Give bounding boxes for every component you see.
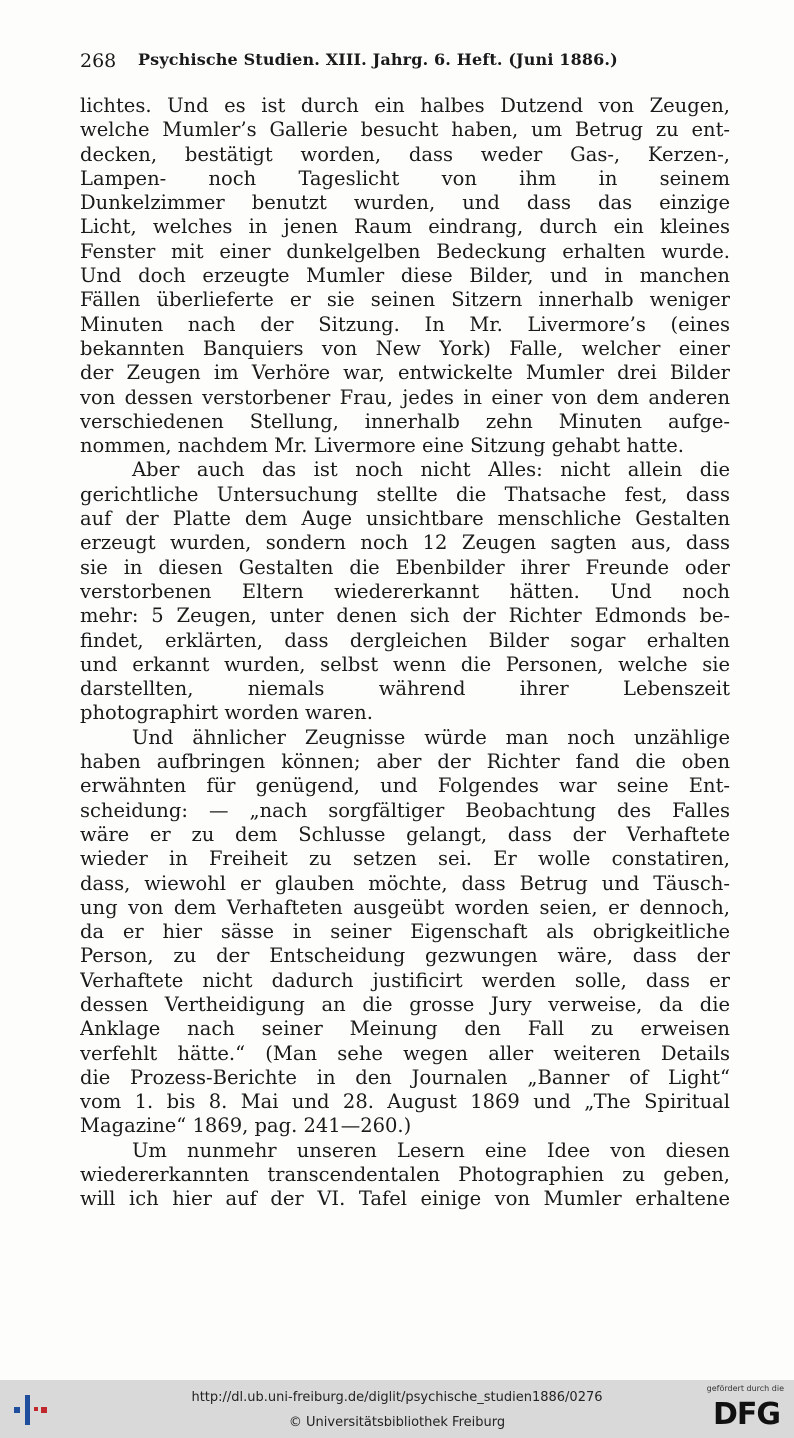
text-line: auf der Platte dem Auge unsichtbare menschliche Gestalten [80,507,730,531]
text-line: wieder in Freiheit zu setzen sei. Er wolle constatiren, [80,847,730,871]
text-line: Dunkelzimmer benutzt wurden, und dass das einzige [80,191,730,215]
dfg-logo [688,1384,784,1436]
text-line: ung von dem Verhafteten ausgeübt worden seien, er dennoch, [80,895,730,919]
text-line: scheidung: — „nach sorgfältiger Beobachtung des Falles [80,798,730,822]
text-line: decken, bestätigt worden, dass weder Gas-, Kerzen-, [80,142,730,166]
footer-bar [0,1380,794,1438]
text-line: wäre er zu dem Schlusse gelangt, dass der Verhaftete [80,822,730,846]
text-line: die Prozess-Berichte in den Journalen „Banner of Light“ [80,1065,730,1089]
text-line: Lampen- noch Tageslicht von ihm in seinem [80,166,730,190]
text-line: verfehlt hätte.“ (Man sehe wegen aller weiteren Details [80,1041,730,1065]
text-line: Fällen überlieferte er sie seinen Sitzern innerhalb weniger [80,288,730,312]
text-line: da er hier sässe in seiner Eigenschaft als obrigkeitliche [80,920,730,944]
text-line: der Zeugen im Verhöre war, entwickelte Mumler drei Bilder [80,361,730,385]
dfg-logo-text: DFG [712,1397,780,1432]
text-line: von dessen verstorbener Frau, jedes in einer von dem anderen [80,385,730,409]
page-header [80,50,730,76]
text-line: Und ähnlicher Zeugnisse würde man noch unzählige [132,725,730,749]
text-line: lichtes. Und es ist durch ein halbes Dutzend von Zeugen, [80,94,730,117]
text-line: Und doch erzeugte Mumler diese Bilder, und in manchen [80,264,730,288]
text-line: erzeugt wurden, sondern noch 12 Zeugen sagten aus, dass [80,531,730,555]
text-line: Magazine“ 1869, pag. 241—260.) [80,1114,412,1138]
text-line: vom 1. bis 8. Mai und 28. August 1869 und „The Spiritual [80,1090,730,1114]
text-line: mehr: 5 Zeugen, unter denen sich der Richter Edmonds be- [80,604,730,628]
text-line: Person, zu der Entscheidung gezwungen wäre, dass der [80,944,730,968]
text-line: Anklage nach seiner Meinung den Fall zu erweisen [80,1017,730,1041]
text-line: sie in diesen Gestalten die Ebenbilder ihrer Freunde oder [80,555,730,579]
text-line: verschiedenen Stellung, innerhalb zehn Minuten aufge- [80,409,730,433]
text-line: gerichtliche Untersuchung stellte die Thatsache fest, dass [80,482,730,506]
text-line: und erkannt wurden, selbst wenn die Personen, welche sie [80,652,730,676]
text-line: haben aufbringen können; aber der Richter fand die oben [80,750,730,774]
text-line: erwähnten für genügend, und Folgendes war seine Ent- [80,774,730,798]
text-line: dessen Vertheidigung an die grosse Jury verweise, da die [80,992,730,1016]
text-line: verstorbenen Eltern wiedererkannt hätten. Und noch [80,579,730,603]
text-line: darstellten, niemals während ihrer Lebenszeit [80,677,730,701]
funder-caption: gefördert durch die [706,1384,784,1393]
text-line: findet, erklärten, dass dergleichen Bilder sogar erhalten [80,628,730,652]
text-line: wiedererkannten transcendentalen Photographien zu geben, [80,1163,730,1187]
text-line: Verhaftete nicht dadurch justificirt werden solle, dass er [80,968,730,992]
body-text [80,94,730,1212]
text-line: photographirt worden waren. [80,701,373,725]
text-line: Um nunmehr unseren Lesern eine Idee von diesen [132,1138,730,1162]
text-line: welche Mumler’s Gallerie besucht haben, um Betrug zu ent- [80,118,730,142]
source-url[interactable]: http://dl.ub.uni-freiburg.de/diglit/psychische_studien1886/0276 [191,1390,603,1405]
text-line: will ich hier auf der VI. Tafel einige von Mumler erhaltene [80,1187,730,1211]
page-number: 268 [80,50,117,72]
running-head: Psychische Studien. XIII. Jahrg. 6. Heft. (Juni 1886.) [138,50,618,69]
copyright-notice: © Universitätsbibliothek Freiburg [288,1415,506,1430]
text-line: Minuten nach der Sitzung. In Mr. Livermore’s (eines [80,312,730,336]
text-line: Licht, welches in jenen Raum eindrang, durch ein kleines [80,215,730,239]
text-line: dass, wiewohl er glauben möchte, dass Betrug und Täusch- [80,871,730,895]
text-line: Fenster mit einer dunkelgelben Bedeckung erhalten wurde. [80,239,730,263]
text-line: nommen, nachdem Mr. Livermore eine Sitzung gehabt hatte. [80,434,684,458]
text-line: bekannten Banquiers von New York) Falle, welcher einer [80,336,730,360]
text-line: Aber auch das ist noch nicht Alles: nicht allein die [132,458,730,482]
